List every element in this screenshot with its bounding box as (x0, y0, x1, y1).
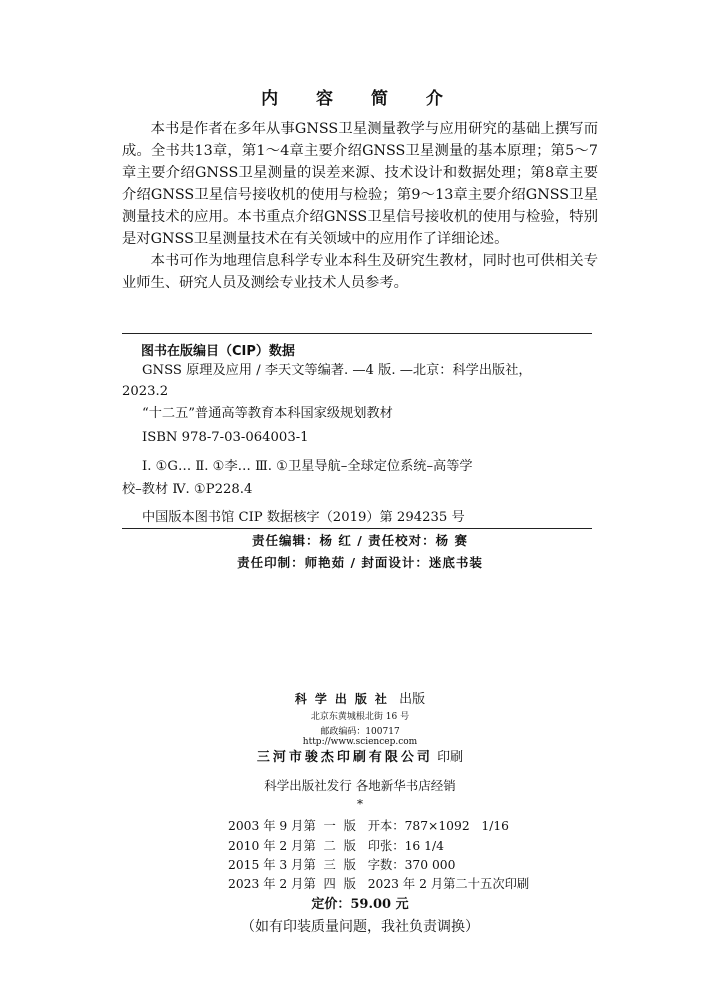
printer-line (0, 746, 720, 765)
edition-row: 2003 年 9 月第 一 版 开本：787×1092 1/16 (228, 819, 509, 833)
publisher-postcode: 邮政编码：100717 (320, 727, 400, 737)
printer-name: 三河市骏杰印刷有限公司 (256, 750, 433, 765)
staff-production: 责任印制：师艳茹 / 封面设计：迷底书装 (237, 555, 483, 570)
edition-row: 2023 年 2 月第 四 版 2023 年 2 月第二十五次印刷 (228, 877, 530, 891)
summary-paragraph-1: 本书是作者在多年从事GNSS卫星测量教学与应用研究的基础上撰写而成。全书共13章，第1～4章主要介绍GNSS卫星测量的基本原理；第5～7章主要介绍GNSS卫星测量的误差来源、技术设计和数据处理；第8章主要介绍GNSS卫星信号接收机的使用与检验；第9～13章主要介绍GNSS卫星测量技术的应用。本书重点介绍GNSS卫星信号接收机的使用与检验，特别是对GNSS卫星测量技术在有关领域中的应用作了详细论述。 (122, 121, 598, 247)
cip-library-number: 中国版本图书馆 CIP 数据核字（2019）第 294235 号 (142, 510, 465, 525)
publisher-url: http://www.sciencep.com (302, 737, 418, 747)
page-title: 内 容 简 介 (261, 89, 459, 109)
summary-text (122, 118, 598, 294)
cip-series: “十二五”普通高等教育本科国家级规划教材 (142, 406, 393, 421)
publisher-address: 北京东黄城根北街 16 号 (310, 712, 410, 722)
price: 定价：59.00 元 (311, 897, 409, 912)
publisher-name: 科学出版社 (294, 692, 395, 706)
cip-isbn: ISBN 978-7-03-064003-1 (142, 430, 309, 445)
edition-row: 2010 年 2 月第 二 版 印张：16 1/4 (228, 839, 444, 853)
cip-classification-cont: 校–教材 Ⅳ. ①P228.4 (122, 482, 253, 497)
edition-row: 2015 年 3 月第 三 版 字数：370 000 (228, 858, 456, 872)
summary-paragraph-2: 本书可作为地理信息科学专业本科生及研究生教材，同时也可供相关专业师生、研究人员及测绘专业技术人员参考。 (122, 253, 598, 291)
publisher-suffix: 出版 (399, 692, 426, 707)
cip-title: 图书在版编目（CIP）数据 (141, 344, 295, 359)
distribution: 科学出版社发行 各地新华书店经销 (264, 778, 456, 793)
separator-star: * (357, 797, 363, 811)
cip-top-rule (122, 333, 592, 334)
publisher-line (0, 688, 720, 707)
printer-suffix: 印刷 (437, 750, 464, 765)
staff-editors: 责任编辑：杨 红 / 责任校对：杨 赛 (252, 533, 468, 548)
quality-notice: （如有印装质量问题，我社负责调换） (241, 919, 479, 935)
cip-book-line-cont: 2023.2 (122, 384, 169, 399)
cip-classification: Ⅰ. ①G… Ⅱ. ①李… Ⅲ. ①卫星导航–全球定位系统–高等学 (142, 459, 473, 474)
cip-bottom-rule (122, 528, 592, 529)
cip-book-line: GNSS 原理及应用 / 李天文等编著. —4 版. —北京：科学出版社， (142, 363, 532, 378)
